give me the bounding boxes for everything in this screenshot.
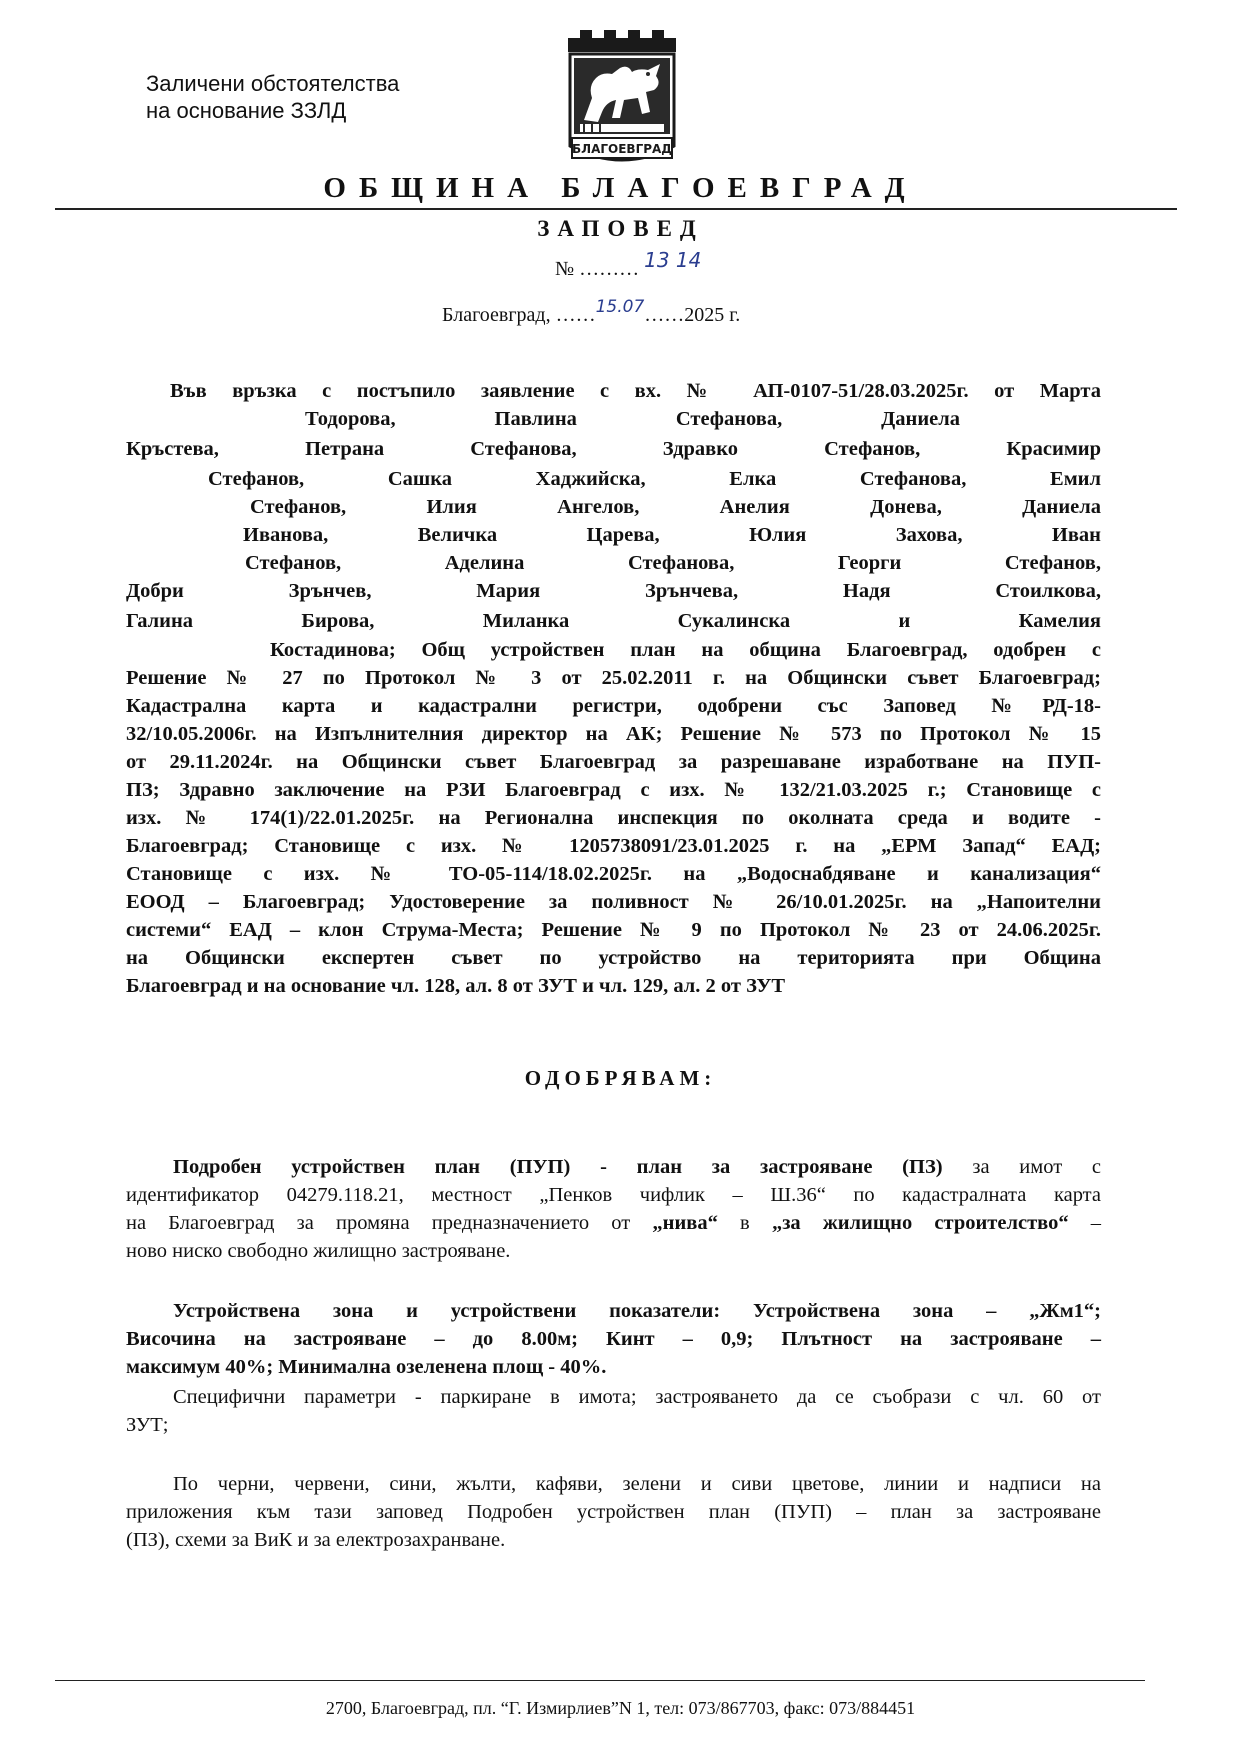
document-type-title: ЗАПОВЕД xyxy=(537,216,704,241)
specific-params-line: Специфични параметри - паркиране в имота; застрояването да се съобрази с чл. 60 от xyxy=(173,1386,1101,1408)
plan-title-bold: Подробен устройствен план (ПУП) - план за застрояване (ПЗ) xyxy=(173,1156,943,1178)
redaction-note xyxy=(146,70,399,124)
zone-paragraph-line: Височина на застрояване – до 8.00м; Кинт – 0,9; Плътност на застрояване – xyxy=(126,1328,1101,1350)
number-dots: ……… xyxy=(579,258,640,280)
preamble-line: Тодорова, Павлина Стефанова, Даниела xyxy=(305,408,960,430)
preamble-line: Благоевград и на основание чл. 128, ал. 8 от ЗУТ и чл. 129, ал. 2 от ЗУТ xyxy=(126,975,786,997)
preamble-line: Благоевград; Становище с изх. № 1205738091/23.01.2025 г. на „ЕРМ Запад“ ЕАД; xyxy=(126,835,1101,857)
document-number xyxy=(555,248,702,281)
preamble-line: ЕООД – Благоевград; Удостоверение за поливност № 26/10.01.2025г. на „Напоителни xyxy=(126,891,1101,913)
colors-paragraph-line: По черни, червени, сини, жълти, кафяви, зелени и сиви цветове, линии и надписи на xyxy=(173,1473,1101,1495)
preamble-line: Становище с изх. № ТО-05-114/18.02.2025г. на „Водоснабдяване и канализация“ xyxy=(126,863,1101,885)
date-year: 2025 г. xyxy=(684,304,741,326)
handwritten-number: 13 14 xyxy=(644,248,702,272)
plan-paragraph-line xyxy=(126,1210,1101,1236)
municipality-crest-logo xyxy=(562,28,682,172)
preamble-line: от 29.11.2024г. на Общински съвет Благоевград за разрешаване изработване на ПУП- xyxy=(126,751,1101,773)
organization-name: ОБЩИНА БЛАГОЕВГРАД xyxy=(323,172,918,204)
preamble-line: системи“ ЕАД – клон Струма-Места; Решение № 9 по Протокол № 23 от 24.06.2025г. xyxy=(126,919,1101,941)
document-date xyxy=(442,297,741,327)
preamble-line: Кръстева, Петрана Стефанова, Здравко Стефанов, Красимир xyxy=(126,438,1101,460)
specific-params-line: ЗУТ; xyxy=(126,1414,169,1436)
handwritten-date: 15.07 xyxy=(595,297,645,317)
preamble-line: Костадинова; Общ устройствен план на община Благоевград, одобрен с xyxy=(270,639,1101,661)
redaction-note-line: на основание ЗЗЛД xyxy=(146,98,347,123)
preamble-line: Иванова, Величка Царева, Юлия Захова, Иван xyxy=(243,524,1101,546)
preamble-line: изх. № 174(1)/22.01.2025г. на Регионална инспекция по околната среда и водите - xyxy=(126,807,1101,829)
preamble-line: Добри Зрънчев, Мария Зрънчева, Надя Стоилкова, xyxy=(126,580,1101,602)
preamble-line: 32/10.05.2006г. на Изпълнителния директор на АК; Решение № 573 по Протокол № 15 xyxy=(126,723,1101,745)
plan-line3-purpose: „за жилищно строителство“ xyxy=(771,1212,1069,1234)
colors-paragraph-line: приложения към тази заповед Подробен устройствен план (ПУП) – план за застрояване xyxy=(126,1501,1101,1523)
plan-paragraph-line: идентификатор 04279.118.21, местност „Пенков чифлик – Ш.36“ по кадастралната карта xyxy=(126,1184,1101,1206)
number-prefix: № xyxy=(555,258,575,280)
approve-heading: ОДОБРЯВАМ: xyxy=(524,1066,717,1090)
date-dots: …… xyxy=(644,304,685,326)
plan-paragraph-line: ново ниско свободно жилищно застрояване. xyxy=(126,1240,511,1262)
plan-line3-niva: „нива“ xyxy=(652,1212,718,1234)
preamble-line: Галина Бирова, Миланка Сукалинска и Камелия xyxy=(126,610,1101,632)
plan-paragraph-line xyxy=(173,1154,1101,1180)
preamble-line: Стефанов, Сашка Хаджийска, Елка Стефанова, Емил xyxy=(208,468,1101,490)
date-city: Благоевград, …… xyxy=(442,304,596,326)
footer-divider xyxy=(55,1680,1145,1681)
preamble-line: Стефанов, Илия Ангелов, Анелия Донева, Даниела xyxy=(250,496,1101,518)
footer-address: 2700, Благоевград, пл. “Г. Измирлиев”N 1, тел: 073/867703, факс: 073/884451 xyxy=(325,1698,916,1718)
zone-paragraph-line: Устройствена зона и устройствени показатели: Устройствена зона – „Жм1“; xyxy=(173,1300,1101,1322)
preamble-line: Стефанов, Аделина Стефанова, Георги Стефанов, xyxy=(245,552,1101,574)
preamble-line: на Общински експертен съвет по устройство на територията при Община xyxy=(126,947,1101,969)
plan-line3-a: на Благоевград за промяна предназначението от xyxy=(126,1212,653,1234)
plan-line3-c: в xyxy=(717,1212,772,1234)
zone-paragraph-line: максимум 40%; Минимална озеленена площ - 40%. xyxy=(126,1356,607,1378)
plan-line3-e: – xyxy=(1068,1212,1102,1234)
plan-line1-rest: за имот с xyxy=(942,1156,1101,1178)
redaction-note-line: Заличени обстоятелства xyxy=(146,71,400,96)
header-divider xyxy=(55,208,1177,210)
crest-banner-text: БЛАГОЕВГРАД xyxy=(571,142,673,156)
preamble-line: ПЗ; Здравно заключение на РЗИ Благоевград с изх. № 132/21.03.2025 г.; Становище с xyxy=(126,779,1101,801)
preamble-line: Решение № 27 по Протокол № 3 от 25.02.2011 г. на Общински съвет Благоевград; xyxy=(126,667,1101,689)
preamble-line: Във връзка с постъпило заявление с вх. № АП-0107-51/28.03.2025г. от Марта xyxy=(170,380,1101,402)
colors-paragraph-line: (ПЗ), схеми за ВиК и за електрозахранване. xyxy=(126,1529,506,1551)
preamble-line: Кадастрална карта и кадастрални регистри, одобрени със Заповед №РД-18- xyxy=(126,695,1101,717)
